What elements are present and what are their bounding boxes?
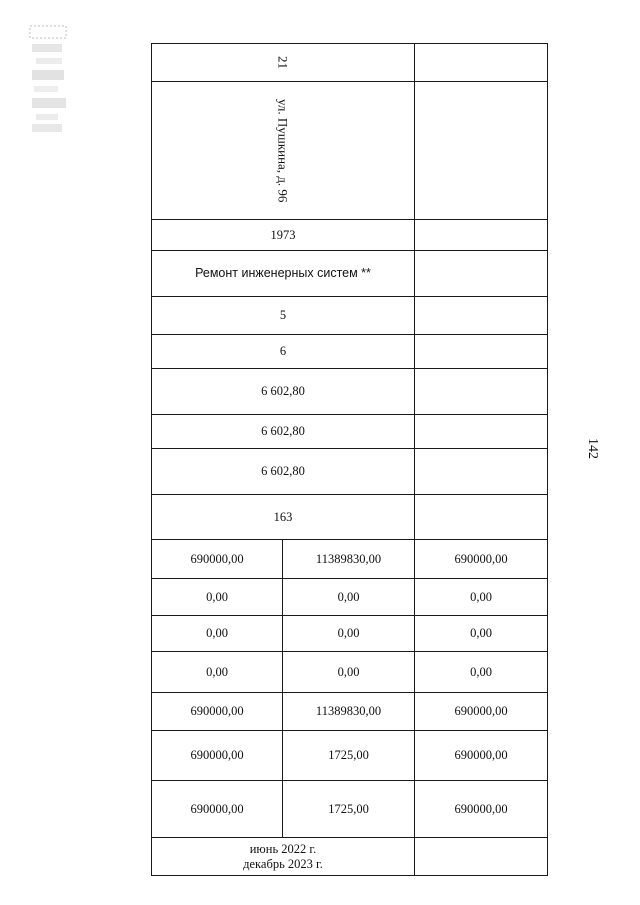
empty-cell xyxy=(415,369,548,415)
money-cell: 690000,00 xyxy=(152,781,283,838)
object-number-cell xyxy=(152,44,415,82)
work-type-cell: Ремонт инженерных систем ** xyxy=(152,251,415,297)
scan-stamp-mark xyxy=(28,24,70,136)
area-cell-1: 6 602,80 xyxy=(152,369,415,415)
money-cell: 690000,00 xyxy=(415,693,548,731)
empty-cell xyxy=(415,251,548,297)
table-row xyxy=(152,838,548,876)
money-cell: 690000,00 xyxy=(152,693,283,731)
money-cell: 0,00 xyxy=(283,579,415,616)
money-cell: 0,00 xyxy=(283,652,415,693)
money-cell: 0,00 xyxy=(152,616,283,652)
money-cell: 690000,00 xyxy=(415,540,548,579)
year-cell: 1973 xyxy=(152,220,415,251)
period-end: декабрь 2023 г. xyxy=(243,856,323,871)
money-cell: 0,00 xyxy=(415,652,548,693)
money-cell: 11389830,00 xyxy=(283,540,415,579)
table-row xyxy=(152,82,548,220)
table-row xyxy=(152,495,548,540)
money-cell: 0,00 xyxy=(152,652,283,693)
money-cell: 690000,00 xyxy=(152,540,283,579)
area-cell-3: 6 602,80 xyxy=(152,449,415,495)
empty-cell xyxy=(415,220,548,251)
money-row xyxy=(152,579,548,616)
data-table xyxy=(151,43,548,876)
table-row xyxy=(152,220,548,251)
empty-cell xyxy=(415,449,548,495)
money-cell: 1725,00 xyxy=(283,731,415,781)
money-row xyxy=(152,540,548,579)
table-row xyxy=(152,251,548,297)
money-cell: 1725,00 xyxy=(283,781,415,838)
page-number: 142 xyxy=(585,438,600,459)
count-cell: 163 xyxy=(152,495,415,540)
money-row xyxy=(152,652,548,693)
money-cell: 11389830,00 xyxy=(283,693,415,731)
table-row xyxy=(152,44,548,82)
empty-cell xyxy=(415,495,548,540)
empty-cell xyxy=(415,335,548,369)
address: ул. Пушкина, д. 96 xyxy=(275,98,291,203)
empty-cell xyxy=(415,82,548,220)
table-row xyxy=(152,369,548,415)
table-row xyxy=(152,297,548,335)
money-row xyxy=(152,731,548,781)
money-row xyxy=(152,693,548,731)
money-cell: 690000,00 xyxy=(415,731,548,781)
value-6-cell: 6 xyxy=(152,335,415,369)
money-cell: 0,00 xyxy=(415,579,548,616)
empty-cell xyxy=(415,44,548,82)
area-cell-2: 6 602,80 xyxy=(152,415,415,449)
money-cell: 0,00 xyxy=(415,616,548,652)
money-cell: 690000,00 xyxy=(415,781,548,838)
object-number: 21 xyxy=(275,56,291,69)
period-start: июнь 2022 г. xyxy=(249,841,317,856)
empty-cell xyxy=(415,415,548,449)
money-cell: 0,00 xyxy=(283,616,415,652)
money-row xyxy=(152,616,548,652)
table-row xyxy=(152,415,548,449)
address-cell xyxy=(152,82,415,220)
money-cell: 0,00 xyxy=(152,579,283,616)
money-row xyxy=(152,781,548,838)
value-5-cell: 5 xyxy=(152,297,415,335)
table-row xyxy=(152,335,548,369)
money-cell: 690000,00 xyxy=(152,731,283,781)
empty-cell xyxy=(415,297,548,335)
period-cell xyxy=(152,838,415,876)
table-row xyxy=(152,449,548,495)
empty-cell xyxy=(415,838,548,876)
